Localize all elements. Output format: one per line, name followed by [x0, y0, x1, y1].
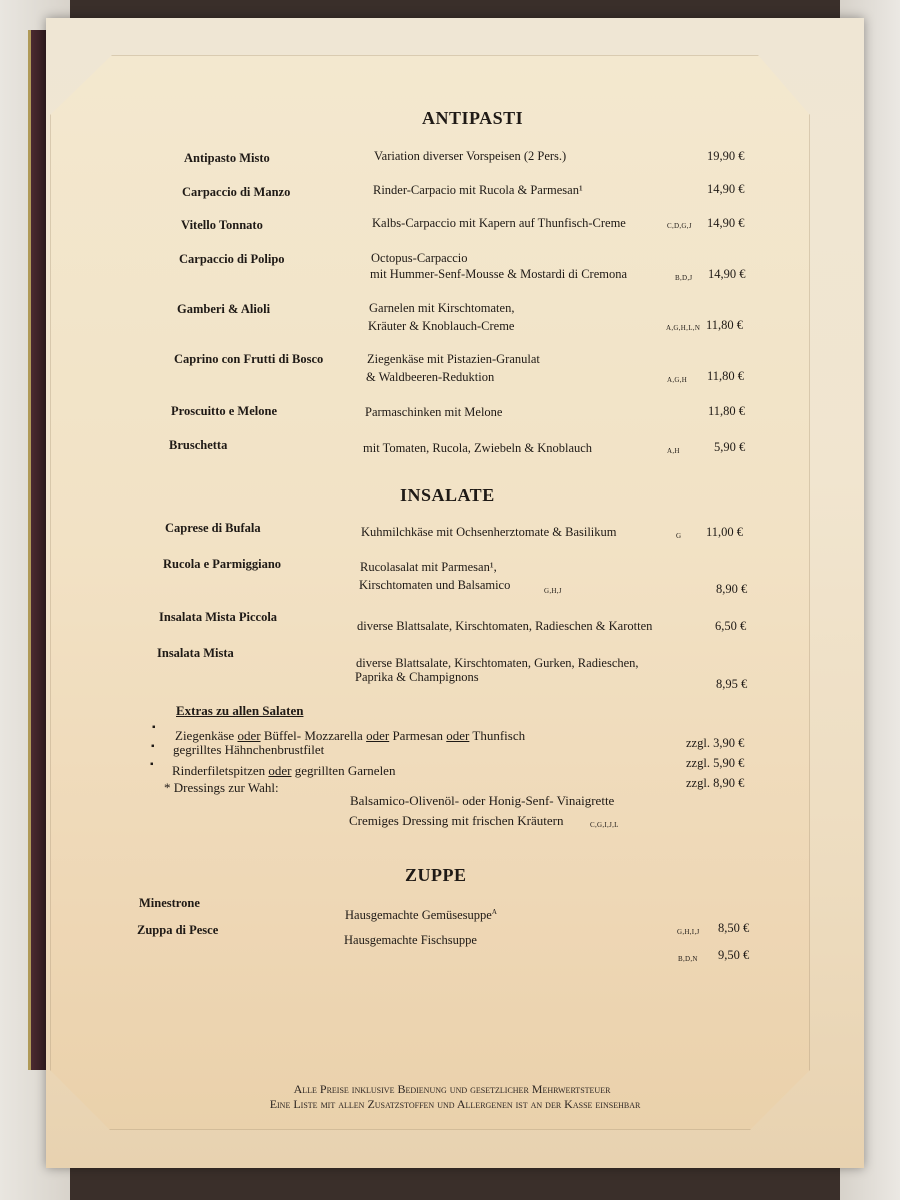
item-name: Minestrone	[139, 896, 200, 910]
item-description-line2: Kräuter & Knoblauch-Creme	[368, 319, 515, 333]
item-allergens: B,D,N	[678, 955, 698, 963]
item-name: Antipasto Misto	[184, 151, 270, 165]
item-price: 8,90 €	[716, 582, 748, 596]
item-name: Insalata Mista Piccola	[159, 610, 278, 624]
item-name: Carpaccio di Polipo	[179, 252, 285, 266]
section-title-antipasti: ANTIPASTI	[422, 108, 524, 128]
item-price: 11,80 €	[706, 318, 744, 332]
item-description-text: Hausgemachte Gemüsesuppe	[345, 908, 492, 923]
item-price: 11,80 €	[707, 369, 745, 383]
item-description-line1: diverse Blattsalate, Kirschtomaten, Gurken, Radieschen,	[356, 656, 639, 670]
item-description: Parmaschinken mit Melone	[365, 405, 503, 419]
item-description-line2: & Waldbeeren-Reduktion	[366, 370, 495, 384]
item-price: 9,50 €	[718, 948, 750, 962]
item-description-line2: Paprika & Champignons	[355, 670, 479, 684]
extras-text: Ziegenkäse	[175, 728, 238, 743]
item-name: Caprino con Frutti di Bosco	[174, 352, 324, 366]
item-name: Bruschetta	[169, 438, 228, 452]
extras-item-chicken: gegrilltes Hähnchenbrustfilet	[173, 742, 325, 757]
item-description-line1: Octopus-Carpaccio	[371, 251, 468, 265]
item-name: Zuppa di Pesce	[137, 923, 219, 937]
item-name: Caprese di Bufala	[165, 521, 261, 535]
item-allergens: B,D,J	[675, 274, 693, 282]
extras-text: Büffel- Mozzarella	[260, 728, 367, 743]
item-price: 8,95 €	[716, 677, 748, 691]
item-price: 11,00 €	[706, 525, 744, 539]
extras-price-2: zzgl. 5,90 €	[686, 756, 745, 770]
item-description: Kalbs-Carpaccio mit Kapern auf Thunfisch-Creme	[372, 216, 626, 230]
extras-price-1: zzgl. 3,90 €	[686, 736, 745, 750]
item-name: Carpaccio di Manzo	[182, 185, 291, 199]
item-allergens: A,H	[667, 447, 680, 455]
dressing-allergens: C,G,I,J,L	[590, 821, 619, 829]
item-description: diverse Blattsalate, Kirschtomaten, Radieschen & Karotten	[357, 619, 653, 633]
dressing-option-creamy: Cremiges Dressing mit frischen Kräutern	[349, 813, 564, 828]
item-price: 5,90 €	[714, 440, 746, 454]
item-price: 14,90 €	[707, 216, 745, 230]
item-price: 11,80 €	[708, 404, 746, 418]
section-title-insalate: INSALATE	[400, 485, 495, 505]
extras-or: oder	[237, 728, 261, 743]
extras-or: oder	[446, 728, 470, 743]
extras-price-3: zzgl. 8,90 €	[686, 776, 745, 790]
bullet-icon: ▪	[151, 741, 155, 752]
item-name: Rucola e Parmiggiano	[163, 557, 282, 571]
item-allergens: C,D,G,J	[667, 222, 692, 230]
bullet-icon: ▪	[150, 759, 154, 770]
item-price: 19,90 €	[707, 149, 745, 163]
item-price: 8,50 €	[718, 921, 750, 935]
item-description-line2: Kirschtomaten und Balsamico	[359, 578, 511, 592]
extras-or: oder	[268, 763, 292, 778]
extras-title: Extras zu allen Salaten	[176, 703, 304, 718]
item-price: 6,50 €	[715, 619, 747, 633]
item-description-line2: mit Hummer-Senf-Mousse & Mostardi di Cremona	[370, 267, 628, 281]
extras-text: Parmesan	[389, 728, 447, 743]
item-allergens: G,H,J	[544, 587, 562, 595]
dressing-option-vinaigrette: Balsamico-Olivenöl- oder Honig-Senf- Vinaigrette	[350, 793, 615, 808]
item-allergens: G,H,I,J	[677, 928, 700, 936]
item-description: Variation diverser Vorspeisen (2 Pers.)	[374, 149, 567, 163]
dressing-label: * Dressings zur Wahl:	[164, 780, 279, 795]
item-name: Insalata Mista	[157, 646, 234, 660]
extras-text: gegrillten Garnelen	[291, 763, 396, 778]
item-name: Gamberi & Alioli	[177, 302, 271, 316]
item-description: mit Tomaten, Rucola, Zwiebeln & Knoblauch	[363, 441, 593, 455]
item-description-line1: Ziegenkäse mit Pistazien-Granulat	[367, 352, 540, 366]
bullet-icon: ▪	[152, 722, 156, 733]
item-name: Proscuitto e Melone	[171, 404, 277, 418]
item-name: Vitello Tonnato	[181, 218, 263, 232]
extras-text: Rinderfiletspitzen	[172, 763, 269, 778]
footer-allergen-note: Eine Liste mit allen Zusatzstoffen und Allergenen ist an der Kasse einsehbar	[269, 1097, 641, 1111]
item-allergens: G	[676, 532, 682, 540]
item-allergens: A,G,H,L,N	[666, 324, 701, 332]
extras-text: Thunfisch	[469, 728, 526, 743]
item-allergens: A,G,H	[667, 376, 688, 384]
item-description: Hausgemachte Fischsuppe	[344, 933, 477, 947]
extras-item-beef-shrimp	[172, 763, 395, 779]
item-footnote: A	[491, 908, 497, 916]
section-title-zuppe: ZUPPE	[405, 865, 467, 885]
item-description	[345, 904, 497, 924]
footer-vat-note: Alle Preise inklusive Bedienung und gesetzlicher Mehrwertsteuer	[293, 1082, 611, 1096]
item-description: Rinder-Carpacio mit Rucola & Parmesan¹	[373, 183, 583, 197]
extras-or: oder	[366, 728, 390, 743]
item-description-line1: Rucolasalat mit Parmesan¹,	[360, 560, 497, 574]
item-price: 14,90 €	[708, 267, 746, 281]
item-price: 14,90 €	[707, 182, 745, 196]
item-description-line1: Garnelen mit Kirschtomaten,	[369, 301, 515, 315]
item-description: Kuhmilchkäse mit Ochsenherztomate & Basilikum	[361, 525, 617, 539]
